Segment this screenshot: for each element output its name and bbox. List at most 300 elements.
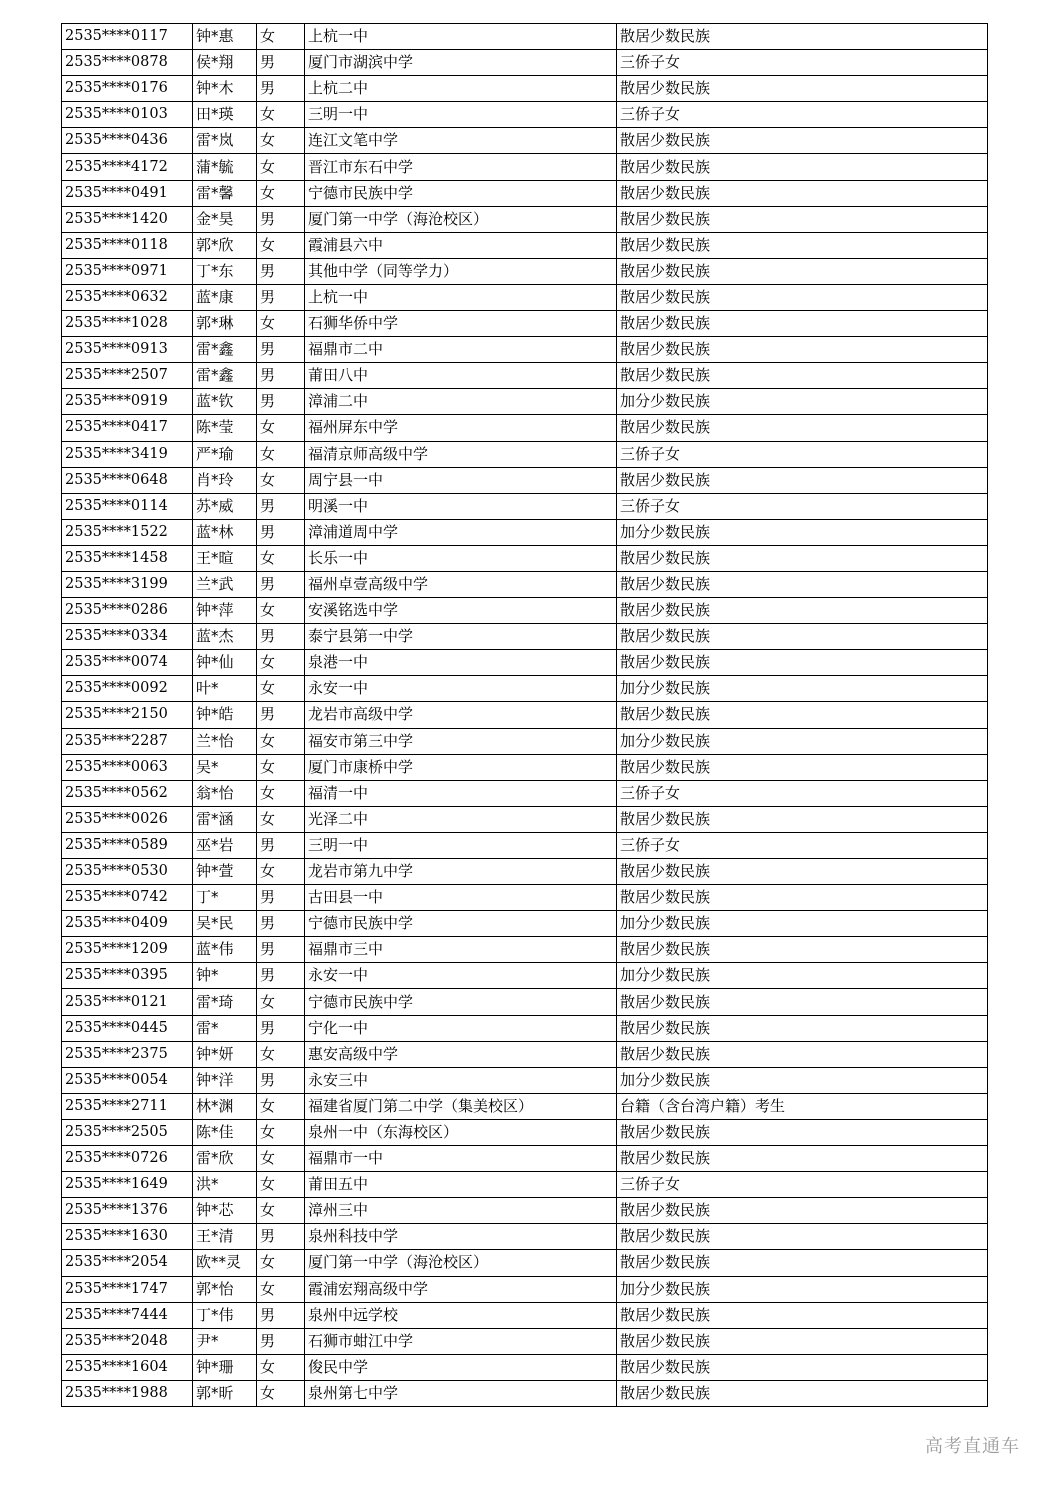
school-cell: 三明一中 — [305, 832, 617, 858]
category-cell: 散居少数民族 — [617, 1015, 988, 1041]
school-cell: 上杭二中 — [305, 76, 617, 102]
exam-id-cell: 2535****2150 — [62, 702, 193, 728]
school-cell: 福建省厦门第二中学（集美校区） — [305, 1093, 617, 1119]
school-cell: 永安一中 — [305, 963, 617, 989]
school-cell: 古田县一中 — [305, 885, 617, 911]
table-row — [62, 389, 988, 415]
exam-id-cell: 2535****2048 — [62, 1328, 193, 1354]
school-cell: 福鼎市三中 — [305, 937, 617, 963]
table-row — [62, 232, 988, 258]
sex-cell: 女 — [257, 1250, 305, 1276]
sex-cell: 女 — [257, 1198, 305, 1224]
table-row — [62, 102, 988, 128]
exam-id-cell: 2535****0117 — [62, 24, 193, 50]
table-row — [62, 806, 988, 832]
name-cell: 郭*欣 — [193, 232, 257, 258]
category-cell: 散居少数民族 — [617, 284, 988, 310]
table-row — [62, 963, 988, 989]
name-cell: 丁* — [193, 885, 257, 911]
name-cell: 雷*鑫 — [193, 337, 257, 363]
school-cell: 其他中学（同等学力） — [305, 258, 617, 284]
sex-cell: 女 — [257, 128, 305, 154]
school-cell: 厦门第一中学（海沧校区） — [305, 206, 617, 232]
exam-id-cell: 2535****0118 — [62, 232, 193, 258]
category-cell: 散居少数民族 — [617, 885, 988, 911]
school-cell: 安溪铭选中学 — [305, 598, 617, 624]
name-cell: 林*渊 — [193, 1093, 257, 1119]
exam-id-cell: 2535****1420 — [62, 206, 193, 232]
exam-id-cell: 2535****0114 — [62, 493, 193, 519]
name-cell: 翁*怡 — [193, 780, 257, 806]
table-row — [62, 441, 988, 467]
exam-id-cell: 2535****0026 — [62, 806, 193, 832]
exam-id-cell: 2535****0063 — [62, 754, 193, 780]
sex-cell: 女 — [257, 1119, 305, 1145]
exam-id-cell: 2535****2054 — [62, 1250, 193, 1276]
name-cell: 钟*仙 — [193, 650, 257, 676]
table-row — [62, 1093, 988, 1119]
name-cell: 陈*莹 — [193, 415, 257, 441]
name-cell: 钟*木 — [193, 76, 257, 102]
table-row — [62, 363, 988, 389]
category-cell: 散居少数民族 — [617, 1354, 988, 1380]
exam-id-cell: 2535****1458 — [62, 545, 193, 571]
table-row — [62, 1198, 988, 1224]
category-cell: 加分少数民族 — [617, 676, 988, 702]
table-row — [62, 937, 988, 963]
sex-cell: 男 — [257, 284, 305, 310]
category-cell: 台籍（含台湾户籍）考生 — [617, 1093, 988, 1119]
sex-cell: 女 — [257, 24, 305, 50]
school-cell: 福州屏东中学 — [305, 415, 617, 441]
sex-cell: 男 — [257, 76, 305, 102]
name-cell: 肖*玲 — [193, 467, 257, 493]
name-cell: 郭*琳 — [193, 311, 257, 337]
school-cell: 泉州科技中学 — [305, 1224, 617, 1250]
sex-cell: 女 — [257, 1276, 305, 1302]
exam-id-cell: 2535****2287 — [62, 728, 193, 754]
exam-id-cell: 2535****0632 — [62, 284, 193, 310]
sex-cell: 女 — [257, 780, 305, 806]
table-row — [62, 128, 988, 154]
table-row — [62, 624, 988, 650]
school-cell: 福安市第三中学 — [305, 728, 617, 754]
name-cell: 钟*萍 — [193, 598, 257, 624]
category-cell: 散居少数民族 — [617, 859, 988, 885]
exam-id-cell: 2535****0445 — [62, 1015, 193, 1041]
sex-cell: 男 — [257, 337, 305, 363]
table-row — [62, 206, 988, 232]
name-cell: 吴*民 — [193, 911, 257, 937]
name-cell: 王*清 — [193, 1224, 257, 1250]
exam-id-cell: 2535****0726 — [62, 1146, 193, 1172]
exam-id-cell: 2535****0176 — [62, 76, 193, 102]
exam-id-cell: 2535****1747 — [62, 1276, 193, 1302]
exam-id-cell: 2535****0074 — [62, 650, 193, 676]
category-cell: 散居少数民族 — [617, 937, 988, 963]
school-cell: 长乐一中 — [305, 545, 617, 571]
table-row — [62, 284, 988, 310]
school-cell: 宁德市民族中学 — [305, 911, 617, 937]
school-cell: 厦门市湖滨中学 — [305, 50, 617, 76]
sex-cell: 男 — [257, 832, 305, 858]
category-cell: 散居少数民族 — [617, 24, 988, 50]
table-row — [62, 598, 988, 624]
category-cell: 散居少数民族 — [617, 180, 988, 206]
name-cell: 叶* — [193, 676, 257, 702]
table-row — [62, 885, 988, 911]
table-row — [62, 1146, 988, 1172]
exam-id-cell: 2535****0742 — [62, 885, 193, 911]
school-cell: 连江文笔中学 — [305, 128, 617, 154]
name-cell: 蓝*钦 — [193, 389, 257, 415]
exam-id-cell: 2535****2507 — [62, 363, 193, 389]
school-cell: 永安一中 — [305, 676, 617, 702]
sex-cell: 男 — [257, 1328, 305, 1354]
table-row — [62, 24, 988, 50]
table-row — [62, 650, 988, 676]
sex-cell: 男 — [257, 963, 305, 989]
exam-id-cell: 2535****4172 — [62, 154, 193, 180]
sex-cell: 男 — [257, 519, 305, 545]
name-cell: 钟*萱 — [193, 859, 257, 885]
sex-cell: 女 — [257, 154, 305, 180]
category-cell: 散居少数民族 — [617, 76, 988, 102]
sex-cell: 男 — [257, 50, 305, 76]
name-cell: 严*瑜 — [193, 441, 257, 467]
category-cell: 散居少数民族 — [617, 206, 988, 232]
school-cell: 周宁县一中 — [305, 467, 617, 493]
name-cell: 蓝*杰 — [193, 624, 257, 650]
name-cell: 兰*武 — [193, 571, 257, 597]
name-cell: 侯*翔 — [193, 50, 257, 76]
table-row — [62, 676, 988, 702]
exam-id-cell: 2535****1376 — [62, 1198, 193, 1224]
watermark-text: 高考直通车 — [925, 1436, 1020, 1457]
sex-cell: 男 — [257, 911, 305, 937]
school-cell: 泰宁县第一中学 — [305, 624, 617, 650]
name-cell: 巫*岩 — [193, 832, 257, 858]
table-row — [62, 76, 988, 102]
exam-id-cell: 2535****2505 — [62, 1119, 193, 1145]
category-cell: 散居少数民族 — [617, 232, 988, 258]
school-cell: 石狮华侨中学 — [305, 311, 617, 337]
school-cell: 漳浦道周中学 — [305, 519, 617, 545]
school-cell: 漳州三中 — [305, 1198, 617, 1224]
table-row — [62, 728, 988, 754]
roster-table — [61, 23, 988, 1407]
table-row — [62, 859, 988, 885]
table-row — [62, 1328, 988, 1354]
exam-id-cell: 2535****2375 — [62, 1041, 193, 1067]
category-cell: 加分少数民族 — [617, 519, 988, 545]
name-cell: 雷*琦 — [193, 989, 257, 1015]
category-cell: 散居少数民族 — [617, 337, 988, 363]
sex-cell: 女 — [257, 989, 305, 1015]
category-cell: 散居少数民族 — [617, 1328, 988, 1354]
category-cell: 散居少数民族 — [617, 1302, 988, 1328]
exam-id-cell: 2535****1630 — [62, 1224, 193, 1250]
school-cell: 福州卓壹高级中学 — [305, 571, 617, 597]
sex-cell: 女 — [257, 441, 305, 467]
category-cell: 散居少数民族 — [617, 1224, 988, 1250]
category-cell: 散居少数民族 — [617, 571, 988, 597]
sex-cell: 女 — [257, 754, 305, 780]
category-cell: 散居少数民族 — [617, 415, 988, 441]
table-row — [62, 311, 988, 337]
category-cell: 加分少数民族 — [617, 389, 988, 415]
sex-cell: 女 — [257, 545, 305, 571]
name-cell: 雷*馨 — [193, 180, 257, 206]
name-cell: 金*昊 — [193, 206, 257, 232]
name-cell: 丁*伟 — [193, 1302, 257, 1328]
sex-cell: 女 — [257, 1172, 305, 1198]
category-cell: 散居少数民族 — [617, 1198, 988, 1224]
sex-cell: 男 — [257, 1302, 305, 1328]
name-cell: 郭*昕 — [193, 1380, 257, 1406]
exam-id-cell: 2535****3419 — [62, 441, 193, 467]
sex-cell: 女 — [257, 467, 305, 493]
exam-id-cell: 2535****1028 — [62, 311, 193, 337]
sex-cell: 女 — [257, 102, 305, 128]
school-cell: 福清京师高级中学 — [305, 441, 617, 467]
sex-cell: 女 — [257, 1041, 305, 1067]
name-cell: 钟*皓 — [193, 702, 257, 728]
category-cell: 散居少数民族 — [617, 1041, 988, 1067]
category-cell: 散居少数民族 — [617, 311, 988, 337]
category-cell: 散居少数民族 — [617, 154, 988, 180]
exam-id-cell: 2535****1988 — [62, 1380, 193, 1406]
category-cell: 加分少数民族 — [617, 963, 988, 989]
category-cell: 散居少数民族 — [617, 467, 988, 493]
category-cell: 三侨子女 — [617, 780, 988, 806]
name-cell: 苏*威 — [193, 493, 257, 519]
school-cell: 石狮市蚶江中学 — [305, 1328, 617, 1354]
category-cell: 散居少数民族 — [617, 598, 988, 624]
school-cell: 霞浦宏翔高级中学 — [305, 1276, 617, 1302]
school-cell: 泉州中远学校 — [305, 1302, 617, 1328]
school-cell: 厦门第一中学（海沧校区） — [305, 1250, 617, 1276]
sex-cell: 女 — [257, 859, 305, 885]
name-cell: 钟*妍 — [193, 1041, 257, 1067]
school-cell: 泉港一中 — [305, 650, 617, 676]
school-cell: 宁德市民族中学 — [305, 180, 617, 206]
table-row — [62, 50, 988, 76]
sex-cell: 男 — [257, 389, 305, 415]
name-cell: 陈*佳 — [193, 1119, 257, 1145]
category-cell: 加分少数民族 — [617, 911, 988, 937]
table-row — [62, 415, 988, 441]
exam-id-cell: 2535****1522 — [62, 519, 193, 545]
school-cell: 光泽二中 — [305, 806, 617, 832]
exam-id-cell: 2535****0054 — [62, 1067, 193, 1093]
table-row — [62, 571, 988, 597]
exam-id-cell: 2535****3199 — [62, 571, 193, 597]
table-row — [62, 519, 988, 545]
category-cell: 散居少数民族 — [617, 1380, 988, 1406]
table-row — [62, 1041, 988, 1067]
table-row — [62, 754, 988, 780]
exam-id-cell: 2535****0562 — [62, 780, 193, 806]
school-cell: 宁化一中 — [305, 1015, 617, 1041]
category-cell: 三侨子女 — [617, 493, 988, 519]
table-row — [62, 911, 988, 937]
category-cell: 散居少数民族 — [617, 989, 988, 1015]
exam-id-cell: 2535****1649 — [62, 1172, 193, 1198]
category-cell: 加分少数民族 — [617, 728, 988, 754]
exam-id-cell: 2535****0913 — [62, 337, 193, 363]
name-cell: 钟*洋 — [193, 1067, 257, 1093]
school-cell: 泉州一中（东海校区） — [305, 1119, 617, 1145]
name-cell: 田*瑛 — [193, 102, 257, 128]
name-cell: 钟* — [193, 963, 257, 989]
category-cell: 散居少数民族 — [617, 754, 988, 780]
school-cell: 福清一中 — [305, 780, 617, 806]
sex-cell: 女 — [257, 598, 305, 624]
school-cell: 龙岩市高级中学 — [305, 702, 617, 728]
exam-id-cell: 2535****0417 — [62, 415, 193, 441]
sex-cell: 女 — [257, 232, 305, 258]
school-cell: 龙岩市第九中学 — [305, 859, 617, 885]
sex-cell: 男 — [257, 937, 305, 963]
sex-cell: 男 — [257, 571, 305, 597]
name-cell: 雷*岚 — [193, 128, 257, 154]
exam-id-cell: 2535****0589 — [62, 832, 193, 858]
table-row — [62, 1380, 988, 1406]
exam-id-cell: 2535****0919 — [62, 389, 193, 415]
name-cell: 雷* — [193, 1015, 257, 1041]
exam-id-cell: 2535****0092 — [62, 676, 193, 702]
school-cell: 泉州第七中学 — [305, 1380, 617, 1406]
sex-cell: 女 — [257, 728, 305, 754]
sex-cell: 女 — [257, 1093, 305, 1119]
table-row — [62, 780, 988, 806]
school-cell: 俊民中学 — [305, 1354, 617, 1380]
name-cell: 洪* — [193, 1172, 257, 1198]
table-row — [62, 467, 988, 493]
category-cell: 三侨子女 — [617, 50, 988, 76]
category-cell: 散居少数民族 — [617, 258, 988, 284]
exam-id-cell: 2535****0491 — [62, 180, 193, 206]
exam-id-cell: 2535****0409 — [62, 911, 193, 937]
table-row — [62, 1276, 988, 1302]
sex-cell: 男 — [257, 493, 305, 519]
sex-cell: 男 — [257, 885, 305, 911]
table-row — [62, 1302, 988, 1328]
school-cell: 厦门市康桥中学 — [305, 754, 617, 780]
sex-cell: 男 — [257, 1015, 305, 1041]
name-cell: 雷*欣 — [193, 1146, 257, 1172]
exam-id-cell: 2535****1604 — [62, 1354, 193, 1380]
name-cell: 王*暄 — [193, 545, 257, 571]
category-cell: 散居少数民族 — [617, 702, 988, 728]
category-cell: 散居少数民族 — [617, 1146, 988, 1172]
exam-id-cell: 2535****7444 — [62, 1302, 193, 1328]
category-cell: 散居少数民族 — [617, 545, 988, 571]
category-cell: 散居少数民族 — [617, 650, 988, 676]
name-cell: 雷*鑫 — [193, 363, 257, 389]
category-cell: 加分少数民族 — [617, 1276, 988, 1302]
name-cell: 欧**灵 — [193, 1250, 257, 1276]
school-cell: 霞浦县六中 — [305, 232, 617, 258]
table-row — [62, 702, 988, 728]
school-cell: 上杭一中 — [305, 24, 617, 50]
table-row — [62, 180, 988, 206]
exam-id-cell: 2535****0334 — [62, 624, 193, 650]
school-cell: 福鼎市二中 — [305, 337, 617, 363]
table-row — [62, 154, 988, 180]
school-cell: 上杭一中 — [305, 284, 617, 310]
exam-id-cell: 2535****0878 — [62, 50, 193, 76]
sex-cell: 男 — [257, 624, 305, 650]
school-cell: 晋江市东石中学 — [305, 154, 617, 180]
sex-cell: 女 — [257, 1146, 305, 1172]
table-row — [62, 1354, 988, 1380]
name-cell: 蓝*康 — [193, 284, 257, 310]
sex-cell: 男 — [257, 206, 305, 232]
category-cell: 三侨子女 — [617, 441, 988, 467]
category-cell: 散居少数民族 — [617, 1250, 988, 1276]
name-cell: 蓝*林 — [193, 519, 257, 545]
table-row — [62, 989, 988, 1015]
sex-cell: 女 — [257, 311, 305, 337]
table-row — [62, 1015, 988, 1041]
sex-cell: 女 — [257, 676, 305, 702]
category-cell: 三侨子女 — [617, 1172, 988, 1198]
exam-id-cell: 2535****0436 — [62, 128, 193, 154]
category-cell: 散居少数民族 — [617, 806, 988, 832]
sex-cell: 女 — [257, 415, 305, 441]
exam-id-cell: 2535****1209 — [62, 937, 193, 963]
table-row — [62, 545, 988, 571]
name-cell: 郭*怡 — [193, 1276, 257, 1302]
sex-cell: 女 — [257, 650, 305, 676]
name-cell: 雷*涵 — [193, 806, 257, 832]
category-cell: 散居少数民族 — [617, 624, 988, 650]
sex-cell: 男 — [257, 702, 305, 728]
exam-id-cell: 2535****0648 — [62, 467, 193, 493]
table-row — [62, 1119, 988, 1145]
school-cell: 三明一中 — [305, 102, 617, 128]
table-row — [62, 832, 988, 858]
exam-id-cell: 2535****0286 — [62, 598, 193, 624]
name-cell: 兰*怡 — [193, 728, 257, 754]
school-cell: 莆田五中 — [305, 1172, 617, 1198]
category-cell: 散居少数民族 — [617, 363, 988, 389]
table-row — [62, 258, 988, 284]
exam-id-cell: 2535****0971 — [62, 258, 193, 284]
name-cell: 吴* — [193, 754, 257, 780]
exam-id-cell: 2535****0121 — [62, 989, 193, 1015]
category-cell: 三侨子女 — [617, 102, 988, 128]
exam-id-cell: 2535****2711 — [62, 1093, 193, 1119]
school-cell: 漳浦二中 — [305, 389, 617, 415]
name-cell: 蒲*毓 — [193, 154, 257, 180]
sex-cell: 女 — [257, 1354, 305, 1380]
exam-id-cell: 2535****0103 — [62, 102, 193, 128]
table-row — [62, 1067, 988, 1093]
name-cell: 尹* — [193, 1328, 257, 1354]
sex-cell: 男 — [257, 258, 305, 284]
table-row — [62, 493, 988, 519]
roster-body — [62, 24, 988, 1407]
table-row — [62, 1224, 988, 1250]
sex-cell: 女 — [257, 180, 305, 206]
category-cell: 散居少数民族 — [617, 1119, 988, 1145]
exam-id-cell: 2535****0530 — [62, 859, 193, 885]
exam-id-cell: 2535****0395 — [62, 963, 193, 989]
school-cell: 明溪一中 — [305, 493, 617, 519]
